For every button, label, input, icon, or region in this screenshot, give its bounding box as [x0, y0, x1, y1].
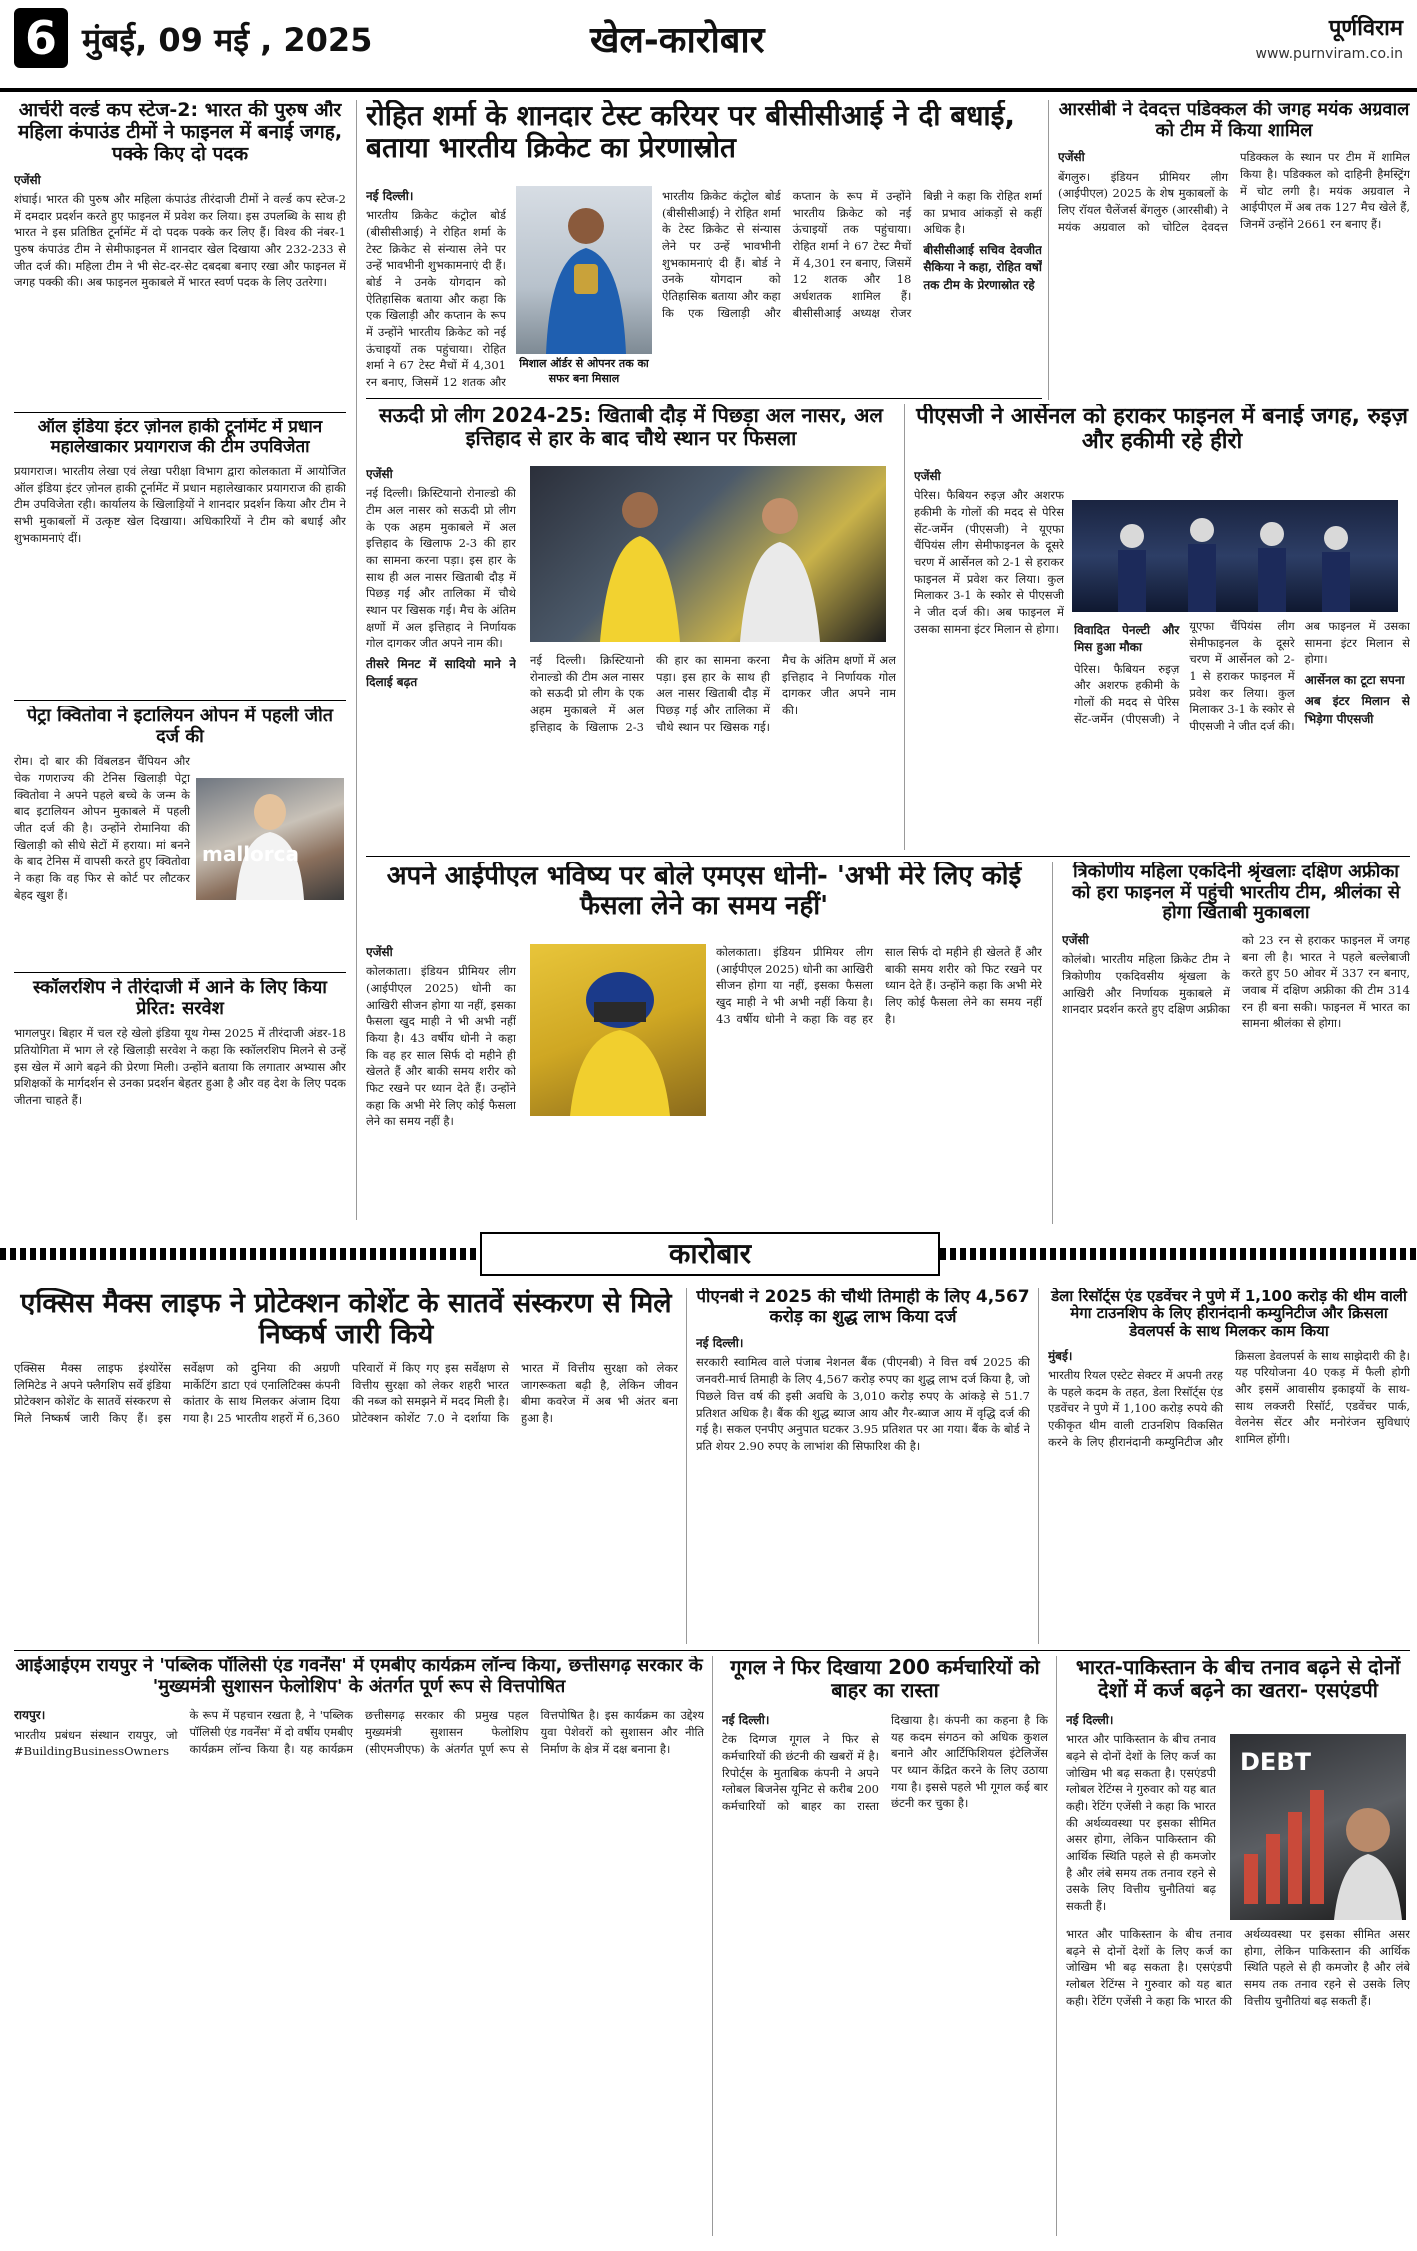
story-body: कोलकाता। इंडियन प्रीमियर लीग (आईपीएल 2025) धोनी का आखिरी सीजन होगा या नहीं, इसका फैसला खुद माही ने भी अभी नहीं किया है। 43 वर्षीय धोनी ने कहा कि वह हर साल सिर्फ दो महीने ही खेलते हैं और बाकी समय शरीर को फिट रखने पर ध्यान देते हैं। उन्होंने कहा कि अभी मेरे लिए कोई फैसला लेने का समय नहीं है।: [366, 964, 516, 1129]
headline: त्रिकोणीय महिला एकदिनी श्रृंखलाः दक्षिण अफ्रीका को हरा फाइनल में पहुंची भारतीय टीम, श्रीलंका से होगा खिताबी मुकाबला: [1071, 862, 1401, 924]
byline: नई दिल्ली।: [696, 1336, 744, 1351]
kvitova-photo: [196, 778, 344, 900]
story-body-continued: कोलकाता। इंडियन प्रीमियर लीग (आईपीएल 2025) धोनी का आखिरी सीजन होगा या नहीं, इसका फैसला खुद माही ने भी अभी नहीं किया है। 43 वर्षीय धोनी ने कहा कि वह हर साल सिर्फ दो महीने ही खेलते हैं और बाकी समय शरीर को फिट रखने पर ध्यान देते हैं। उन्होंने कहा कि अभी मेरे लिए कोई फैसला लेने का समय नहीं है।: [716, 945, 1042, 1026]
column-divider: [1048, 100, 1049, 400]
story-body: बेंगलुरु। इंडियन प्रीमियर लीग (आईपीएल) 2025 के शेष मुकाबलों के लिए रॉयल चैलेंजर्स बेंगलुरु (आरसीबी) ने मयंक अग्रवाल को चोटिल देवदत्त पडिक्कल के स्थान पर टीम में शामिल किया है। पडिक्कल को दाहिनी हैमस्ट्रिंग में चोट लगी है। मयंक अग्रवाल ने आईपीएल में अब तक 127 मैच खेले हैं, जिनमें उन्होंने 2661 रन बनाए हैं।: [1058, 150, 1410, 234]
batsman-helmet-icon: [530, 944, 706, 1116]
headline: सऊदी प्रो लीग 2024-25: खिताबी दौड़ में पिछड़ा अल नासर, अल इत्तिहाद से हार के बाद चौथे स्थान पर फिसला: [379, 404, 883, 450]
page-number: 6: [14, 8, 68, 68]
headline: भारत-पाकिस्तान के बीच तनाव बढ़ने से दोनों देशों में कर्ज बढ़ने का खतरा- एसएंडपी: [1075, 1656, 1401, 1702]
column-divider: [356, 100, 357, 1220]
banner-label: कारोबार: [480, 1232, 940, 1276]
headline: ऑल इंडिया इंटर ज़ोनल हाकी टूर्नामेंट में प्रधान महालेखाकार प्रयागराज की टीम उपविजेता: [37, 418, 323, 457]
story-womens-tri-series: [1062, 862, 1410, 1224]
byline: नई दिल्ली।: [722, 1713, 770, 1727]
story-body: कोलंबो। भारतीय महिला क्रिकेट टीम ने त्रिकोणीय एकदिवसीय श्रृंखला के आखिरी और निर्णायक मुकाबले में शानदार प्रदर्शन करते हुए दक्षिण अफ्रीका को 23 रन से हराकर फाइनल में जगह बना ली है। भारत ने पहले बल्लेबाजी करते हुए 50 ओवर में 337 रन बनाए, जवाब में दक्षिण अफ्रीका की टीम 314 रन ही बना सकी। फाइनल में भारत का सामना श्रीलंका से होगा।: [1062, 933, 1410, 1031]
story-divider: [14, 412, 346, 413]
rohit-photo: [516, 186, 652, 354]
story-divider: [14, 700, 346, 701]
footballers-icon: [530, 466, 886, 642]
subheading: अब इंटर मिलान से भिड़ेगा पीएसजी: [1304, 694, 1410, 726]
player-figure-icon: [196, 778, 344, 900]
column-divider: [712, 1656, 713, 2236]
story-body-continued: भारतीय क्रिकेट कंट्रोल बोर्ड (बीसीसीआई) ने रोहित शर्मा के टेस्ट क्रिकेट से संन्यास लेने पर उन्हें भावभीनी शुभकामनाएं दी हैं। बोर्ड ने उनके योगदान को ऐतिहासिक बताया और कहा कि एक खिलाड़ी और कप्तान के रूप में उन्होंने भारतीय क्रिकेट को नई ऊंचाइयों तक पहुंचाया। रोहित शर्मा ने 67 टेस्ट मैचों में 4,301 रन बनाए, जिसमें 12 शतक और 18 अर्धशतक शामिल हैं। बीसीसीआई अध्यक्ष रोजर बिन्नी ने कहा कि रोहित शर्मा का प्रभाव आंकड़ों से कहीं अधिक है।: [662, 189, 1042, 320]
headline: अपने आईपीएल भविष्य पर बोले एमएस धोनी- 'अभी मेरे लिए कोई फैसला लेने का समय नहीं': [386, 862, 1022, 921]
story-body: भारत और पाकिस्तान के बीच तनाव बढ़ने से दोनों देशों के लिए कर्ज का जोखिम भी बढ़ सकता है। एसएंडपी ग्लोबल रेटिंग्स ने गुरुवार को यह बात कही। रेटिंग एजेंसी ने कहा कि भारत की अर्थव्यवस्था पर इसका सीमित असर होगा, लेकिन पाकिस्तान की आर्थिक स्थिति पहले से ही कमजोर है और लंबे समय तक तनाव रहने से उसके लिए वित्तीय चुनौतियां बढ़ सकती हैं।: [1066, 1732, 1216, 1914]
story-body: पेरिस। फैबियन रुइज़ और अशरफ हकीमी के गोलों की मदद से पेरिस सेंट-जर्मेन (पीएसजी) ने यूएफा चैंपियंस लीग सेमीफाइनल के दूसरे चरण में आर्सेनल को 2-1 से हराकर फाइनल में प्रवेश कर लिया। कुल मिलाकर 3-1 के स्कोर से पीएसजी ने जीत दर्ज की। अब फाइनल में उसका सामना इंटर मिलान से होगा।: [914, 488, 1064, 636]
brand-url[interactable]: www.purnviram.co.in: [1255, 46, 1403, 62]
story-divider: [14, 1650, 1410, 1651]
story-archery: [14, 100, 346, 408]
debt-photo: [1230, 1734, 1406, 1920]
story-body-continued: पेरिस। फैबियन रुइज़ और अशरफ हकीमी के गोलों की मदद से पेरिस सेंट-जर्मेन (पीएसजी) ने यूएफा चैंपियंस लीग सेमीफाइनल के दूसरे चरण में आर्सेनल को 2-1 से हराकर फाइनल में प्रवेश कर लिया। कुल मिलाकर 3-1 के स्कोर से पीएसजी ने जीत दर्ज की। अब फाइनल में उसका सामना इंटर मिलान से होगा।: [1074, 619, 1410, 734]
photo-caption: मिशाल ऑर्डर से ओपनर तक का सफर बना मिसाल: [516, 356, 652, 390]
byline: एजेंसी: [14, 172, 41, 187]
column-divider: [686, 1288, 687, 1644]
story-body: भारतीय प्रबंधन संस्थान रायपुर, जो #BuildingBusinessOwners के रूप में पहचान रखता है, ने 'पब्लिक पॉलिसी एंड गवर्नेंस' में दो वर्षीय एमबीए कार्यक्रम लॉन्च किया है। यह कार्यक्रम छत्तीसगढ़ सरकार की प्रमुख पहल मुख्यमंत्री सुशासन फेलोशिप (सीएमजीएफ) के अंतर्गत पूर्ण रूप से वित्तपोषित है। इस कार्यक्रम का उद्देश्य युवा पेशेवरों को सुशासन और नीति निर्माण के क्षेत्र में दक्ष बनाना है।: [14, 1708, 704, 1759]
sponsor-banner-text: mallorca: [202, 842, 300, 866]
section-title: खेल-कारोबार: [590, 20, 765, 61]
story-psg: [914, 404, 1410, 850]
headline: स्कॉलरशिप ने तीरंदाजी में आने के लिए किया प्रेरित: सरवेश: [33, 978, 327, 1019]
section-banner: [0, 1230, 1417, 1278]
headline: आरसीबी ने देवदत्त पडिक्कल की जगह मयंक अग्रवाल को टीम में किया शामिल: [1058, 100, 1410, 141]
headline: आईआईएम रायपुर ने 'पब्लिक पॉलिसी एंड गवर्नेंस' में एमबीए कार्यक्रम लॉन्च किया, छत्तीसगढ़ सरकार के 'मुख्यमंत्री सुशासन फेलोशिप' के अंतर्गत पूर्ण रूप से वित्तपोषित: [15, 1656, 703, 1697]
story-divider: [14, 972, 346, 973]
byline: मुंबई।: [1048, 1348, 1073, 1363]
story-axis-max-life: [14, 1288, 678, 1644]
story-iim-raipur: [14, 1656, 704, 2236]
story-google: [722, 1656, 1048, 2236]
story-divider: [366, 398, 1042, 399]
psg-photo: [1072, 500, 1398, 612]
story-scholarship: [14, 978, 346, 1220]
headline: आर्चरी वर्ल्ड कप स्टेज-2: भारत की पुरुष और महिला कंपाउंड टीमों ने फाइनल में बनाई जगह, पक्के किए दो पदक: [17, 100, 343, 165]
headline: पीएनबी ने 2025 की चौथी तिमाही के लिए 4,567 करोड़ का शुद्ध लाभ किया दर्ज: [696, 1288, 1030, 1327]
byline: एजेंसी: [1058, 150, 1085, 165]
story-della: [1048, 1288, 1410, 1644]
column-divider: [1056, 1656, 1057, 2236]
story-body: सरकारी स्वामित्व वाले पंजाब नेशनल बैंक (पीएनबी) ने वित्त वर्ष 2025 की जनवरी-मार्च तिमाही के लिए 4,567 करोड़ रुपए का शुद्ध लाभ दर्ज किया है, जो पिछले वित्त वर्ष की इसी अवधि के 3,010 करोड़ रुपए के आंकड़े से 51.7 प्रतिशत अधिक है। बैंक की शुद्ध ब्याज आय और गैर-ब्याज आय में वृद्धि दर्ज की गई है। सकल एनपीए अनुपात घटकर 3.95 प्रतिशत पर आ गया। बैंक के बोर्ड ने प्रति शेयर 2.90 रुपए के लाभांश की सिफारिश की है।: [696, 1355, 1030, 1453]
story-body: भागलपुर। बिहार में चल रहे खेलो इंडिया यूथ गेम्स 2025 में तीरंदाजी अंडर-18 प्रतियोगिता में भाग ले रहे खिलाड़ी सरवेश ने कहा कि स्कॉलरशिप मिलने से उन्हें इस खेल में आगे बढ़ने की प्रेरणा मिली। उन्होंने बताया कि लगातार अभ्यास और प्रशिक्षकों के मार्गदर्शन से उनका प्रदर्शन बेहतर हुआ है और वह देश के लिए पदक जीतना चाहते हैं।: [14, 1026, 346, 1108]
story-rcb: [1058, 100, 1410, 396]
headline: गूगल ने फिर दिखाया 200 कर्मचारियों को बाहर का रास्ता: [730, 1656, 1040, 1702]
headline: पीएसजी ने आर्सेनल को हराकर फाइनल में बनाई जगह, रुइज़ और हकीमी रहे हीरो: [916, 404, 1408, 455]
story-pnb: [696, 1288, 1030, 1644]
dhoni-photo: [530, 944, 706, 1116]
subheading: तीसरे मिनट में सादियो माने ने दिलाई बढ़त: [366, 657, 516, 689]
story-body: भारतीय रियल एस्टेट सेक्टर में अपनी तरह के पहले कदम के तहत, डेला रिसॉर्ट्स एंड एडवेंचर ने पुणे में 1,100 करोड़ रुपये की एकीकृत थीम वाली टाउनशिप विकसित करने के लिए हीरानंदानी कम्युनिटीज और क्रिसला डेवलपर्स के साथ साझेदारी की है। यह परियोजना 40 एकड़ में फैली होगी और इसमें आवासीय इकाइयों के साथ-साथ लक्जरी रिसॉर्ट, एडवेंचर पार्क, वेलनेस सेंटर और मनोरंजन सुविधाएं शामिल होंगी।: [1048, 1348, 1410, 1449]
story-rohit: [366, 100, 1042, 392]
byline: रायपुर।: [14, 1708, 46, 1723]
subheading: बीसीसीआई सचिव देवजीत सैकिया ने कहा, रोहित वर्षों तक टीम के प्रेरणास्रोत रहे: [923, 243, 1042, 292]
story-body: प्रयागराज। भारतीय लेखा एवं लेखा परीक्षा विभाग द्वारा कोलकाता में आयोजित ऑल इंडिया इंटर ज़ोनल हाकी टूर्नामेंट में प्रधान महालेखाकार प्रयागराज की हाकी टीम उपविजेता रही। कार्यालय के खिलाड़ियों ने शानदार प्रदर्शन किया और टीम ने सभी मुकाबलों में उत्कृष्ट खेल दिखाया। अधिकारियों ने टीम को बधाई और शुभकामनाएं दीं।: [14, 464, 346, 545]
story-body: नई दिल्ली। क्रिस्टियानो रोनाल्डो की टीम अल नासर को सऊदी प्रो लीग के एक अहम मुकाबले में अल इत्तिहाद के खिलाफ 2-3 की हार का सामना करना पड़ा। इस हार के साथ ही अल नासर खिताबी दौड़ में पिछड़ गई और तालिका में चौथे स्थान पर खिसक गई। मैच के अंतिम क्षणों में अल इत्तिहाद ने निर्णायक गोल दागकर जीत अपने नाम की।: [366, 486, 516, 651]
story-body: एक्सिस मैक्स लाइफ इंश्योरेंस लिमिटेड ने अपने फ्लैगशिप सर्वे इंडिया प्रोटेक्शन कोशेंट के सातवें संस्करण से मिले निष्कर्ष जारी किए हैं। इस सर्वेक्षण को दुनिया की अग्रणी मार्केटिंग डाटा एवं एनालिटिक्स कंपनी कांतार के साथ मिलकर अंजाम दिया गया है। 25 भारतीय शहरों में 6,360 परिवारों में किए गए इस सर्वेक्षण से वित्तीय सुरक्षा को लेकर शहरी भारत की नब्ज को समझने में मदद मिली है। प्रोटेक्शन कोशेंट 7.0 ने दर्शाया कि भारत में वित्तीय सुरक्षा को लेकर जागरूकता बढ़ी है, लेकिन जीवन बीमा कवरेज में अब भी अंतर बना हुआ है।: [14, 1361, 678, 1426]
column-divider: [904, 404, 905, 850]
story-body: शंघाई। भारत की पुरुष और महिला कंपाउंड तीरंदाजी टीमों ने वर्ल्ड कप स्टेज-2 में दमदार प्रदर्शन करते हुए फाइनल में प्रवेश कर लिया। इस उपलब्धि के साथ ही भारत ने इस प्रतिष्ठित टूर्नामेंट में दो पदक पक्के कर लिए हैं। विश्व की नंबर-1 पुरुष कंपाउंड टीम ने सेमीफाइनल में शानदार खेल दिखाया और 232-233 से जीत दर्ज की। महिला टीम ने भी सेट-दर-सेट दबदबा बनाए रखा और फाइनल में जगह पक्की की। अब फाइनल मुकाबले में भारत स्वर्ण पदक के लिए उतरेगा।: [14, 191, 346, 290]
byline: एजेंसी: [366, 945, 393, 959]
column-divider: [1038, 1288, 1039, 1644]
story-hockey: [14, 418, 346, 694]
byline: नई दिल्ली।: [1066, 1713, 1114, 1727]
masthead: [0, 0, 1417, 92]
byline: नई दिल्ली।: [366, 189, 414, 203]
byline: एजेंसी: [914, 469, 941, 483]
story-divider: [366, 856, 1410, 857]
headline: पेट्रा क्वितोवा ने इटालियन ओपन में पहली जीत दर्ज की: [26, 706, 334, 747]
dateline: मुंबई, 09 मई , 2025: [82, 21, 373, 59]
team-celebration-icon: [1072, 500, 1398, 612]
subheading: आर्सेनल का टूटा सपना: [1304, 673, 1405, 688]
story-body: भारतीय क्रिकेट कंट्रोल बोर्ड (बीसीसीआई) ने रोहित शर्मा के टेस्ट क्रिकेट से संन्यास लेने पर उन्हें भावभीनी शुभकामनाएं दी हैं। बोर्ड ने उनके योगदान को ऐतिहासिक बताया और कहा कि एक खिलाड़ी और कप्तान के रूप में उन्होंने भारतीय क्रिकेट को नई ऊंचाइयों तक पहुंचाया। रोहित शर्मा ने 67 टेस्ट मैचों में 4,301 रन बनाए, जिसमें 12 शतक और: [366, 208, 506, 390]
brand-name: पूर्णविराम: [1328, 16, 1403, 41]
headline: रोहित शर्मा के शानदार टेस्ट करियर पर बीसीसीआई ने दी बधाई, बताया भारतीय क्रिकेट का प्रेरणास्रोत: [366, 100, 1016, 165]
column-divider: [1052, 862, 1053, 1224]
headline: डेला रिसॉर्ट्स एंड एडवेंचर ने पुणे में 1,100 करोड़ की थीम वाली मेगा टाउनशिप के लिए हीरानंदानी कम्युनिटीज और क्रिसला डेवलपर्स के साथ मिलकर काम किया: [1051, 1288, 1407, 1340]
byline: एजेंसी: [1062, 933, 1089, 948]
player-with-trophy-icon: [516, 186, 652, 354]
headline: एक्सिस मैक्स लाइफ ने प्रोटेक्शन कोशेंट के सातवें संस्करण से मिले निष्कर्ष जारी किये: [20, 1288, 672, 1351]
debt-label: DEBT: [1240, 1748, 1311, 1776]
story-body: टेक दिग्गज गूगल ने फिर से कर्मचारियों की छंटनी की खबरों में है। रिपोर्ट्स के मुताबिक कंपनी ने अपने ग्लोबल बिजनेस यूनिट से करीब 200 कर्मचारियों को बाहर का रास्ता दिखाया है। कंपनी का कहना है कि यह कदम संगठन को अधिक कुशल बनाने और आर्टिफिशियल इंटेलिजेंस पर ध्यान केंद्रित करने के लिए उठाया गया है। इससे पहले भी गूगल कई बार छंटनी कर चुका है।: [722, 1713, 1048, 1814]
byline: एजेंसी: [366, 467, 393, 481]
subheading: विवादित पेनल्टी और मिस हुआ मौका: [1074, 623, 1180, 655]
story-body-continued: नई दिल्ली। क्रिस्टियानो रोनाल्डो की टीम अल नासर को सऊदी प्रो लीग के एक अहम मुकाबले में अल इत्तिहाद के खिलाफ 2-3 की हार का सामना करना पड़ा। इस हार के साथ ही अल नासर खिताबी दौड़ में पिछड़ गई और तालिका में चौथे स्थान पर खिसक गई। मैच के अंतिम क्षणों में अल इत्तिहाद ने निर्णायक गोल दागकर जीत अपने नाम की।: [530, 653, 896, 734]
story-body-continued: भारत और पाकिस्तान के बीच तनाव बढ़ने से दोनों देशों के लिए कर्ज का जोखिम भी बढ़ सकता है। एसएंडपी ग्लोबल रेटिंग्स ने गुरुवार को यह बात कही। रेटिंग एजेंसी ने कहा कि भारत की अर्थव्यवस्था पर इसका सीमित असर होगा, लेकिन पाकिस्तान की आर्थिक स्थिति पहले से ही कमजोर है और लंबे समय तक तनाव रहने से उसके लिए वित्तीय चुनौतियां बढ़ सकती हैं।: [1066, 1927, 1410, 2008]
ronaldo-photo: [530, 466, 886, 642]
story-body: रोम। दो बार की विंबलडन चैंपियन और चेक गणराज्य की टेनिस खिलाड़ी पेट्रा क्वितोवा ने अपने पहले बच्चे के जन्म के बाद इटालियन ओपन मुकाबले में पहली जीत दर्ज की है। उन्होंने रोमानिया की खिलाड़ी को सीधे सेटों में हराया। मां बनने के बाद टेनिस में वापसी करते हुए क्वितोवा ने कहा कि वह फिर से कोर्ट पर लौटकर बेहद खुश हैं।: [14, 754, 190, 902]
